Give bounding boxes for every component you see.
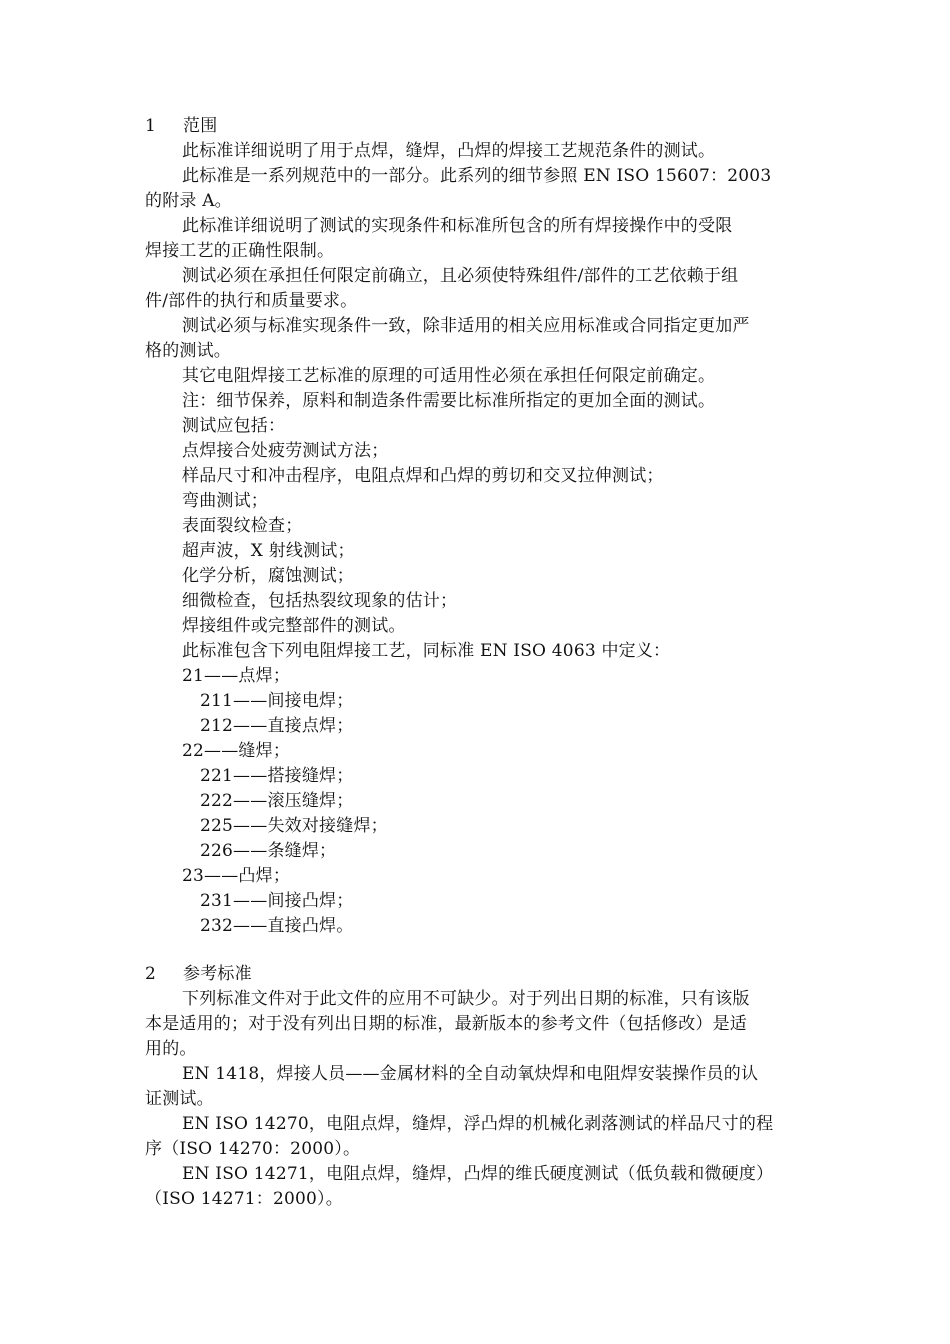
reference-line: EN 1418，焊接人员——金属材料的全自动氧炔焊和电阻焊安装操作员的认 [182, 1064, 759, 1084]
paragraph-line: 格的测试。 [145, 341, 231, 361]
process-subitem: 222——滚压缝焊； [200, 791, 354, 811]
process-subitem: 231——间接凸焊； [200, 891, 354, 911]
reference-line: （ISO 14271：2000）。 [145, 1189, 343, 1209]
paragraph-line: 下列标准文件对于此文件的应用不可缺少。对于列出日期的标准，只有该版 [182, 989, 750, 1009]
list-item: 样品尺寸和冲击程序，电阻点焊和凸焊的剪切和交叉拉伸测试； [182, 466, 664, 486]
paragraph-line: 测试应包括： [182, 416, 286, 436]
reference-line: EN ISO 14270，电阻点焊，缝焊，浮凸焊的机械化剥落测试的样品尺寸的程 [182, 1114, 774, 1134]
note-line: 注：细节保养，原料和制造条件需要比标准所指定的更加全面的测试。 [182, 391, 716, 411]
list-item: 表面裂纹检查； [182, 516, 303, 536]
paragraph-line: 件/部件的执行和质量要求。 [145, 291, 358, 311]
paragraph-line: 测试必须在承担任何限定前确立，且必须使特殊组件/部件的工艺依赖于组 [182, 266, 739, 286]
process-subitem: 226——条缝焊； [200, 841, 337, 861]
process-item: 23——凸焊； [182, 866, 291, 886]
section-title: 范围 [183, 116, 218, 136]
section-2-heading [145, 962, 815, 987]
list-item: 细微检查，包括热裂纹现象的估计； [182, 591, 458, 611]
section-number: 2 [145, 964, 157, 984]
list-item: 化学分析，腐蚀测试； [182, 566, 354, 586]
process-subitem: 212——直接点焊； [200, 716, 354, 736]
process-subitem: 225——失效对接缝焊； [200, 816, 388, 836]
paragraph-line: 此标准包含下列电阻焊接工艺，同标准 EN ISO 4063 中定义： [182, 641, 671, 661]
paragraph-line: 此标准详细说明了测试的实现条件和标准所包含的所有焊接操作中的受限 [182, 216, 733, 236]
process-subitem: 211——间接电焊； [200, 691, 354, 711]
section-1-heading [145, 114, 815, 139]
section-title: 参考标准 [183, 964, 252, 984]
paragraph-line: 焊接工艺的正确性限制。 [145, 241, 335, 261]
paragraph-line: 此标准是一系列规范中的一部分。此系列的细节参照 EN ISO 15607：2003 [182, 166, 772, 186]
list-item: 点焊接合处疲劳测试方法； [182, 441, 389, 461]
section-number: 1 [145, 116, 157, 136]
paragraph-line: 用的。 [145, 1039, 197, 1059]
paragraph-line: 此标准详细说明了用于点焊，缝焊，凸焊的焊接工艺规范条件的测试。 [182, 141, 716, 161]
process-subitem: 232——直接凸焊。 [200, 916, 354, 936]
paragraph-line: 其它电阻焊接工艺标准的原理的可适用性必须在承担任何限定前确定。 [182, 366, 716, 386]
reference-line: 序（ISO 14270：2000）。 [145, 1139, 361, 1159]
paragraph-line: 测试必须与标准实现条件一致，除非适用的相关应用标准或合同指定更加严 [182, 316, 750, 336]
reference-line: EN ISO 14271，电阻点焊，缝焊，凸焊的维氏硬度测试（低负载和微硬度） [182, 1164, 774, 1184]
process-item: 21——点焊； [182, 666, 291, 686]
process-subitem: 221——搭接缝焊； [200, 766, 354, 786]
reference-line: 证测试。 [145, 1089, 214, 1109]
paragraph-line: 本是适用的；对于没有列出日期的标准，最新版本的参考文件（包括修改）是适 [145, 1014, 747, 1034]
list-item: 超声波，X 射线测试； [182, 541, 355, 561]
process-item: 22——缝焊； [182, 741, 291, 761]
list-item: 弯曲测试； [182, 491, 268, 511]
paragraph-line: 的附录 A。 [145, 191, 232, 211]
list-item: 焊接组件或完整部件的测试。 [182, 616, 406, 636]
